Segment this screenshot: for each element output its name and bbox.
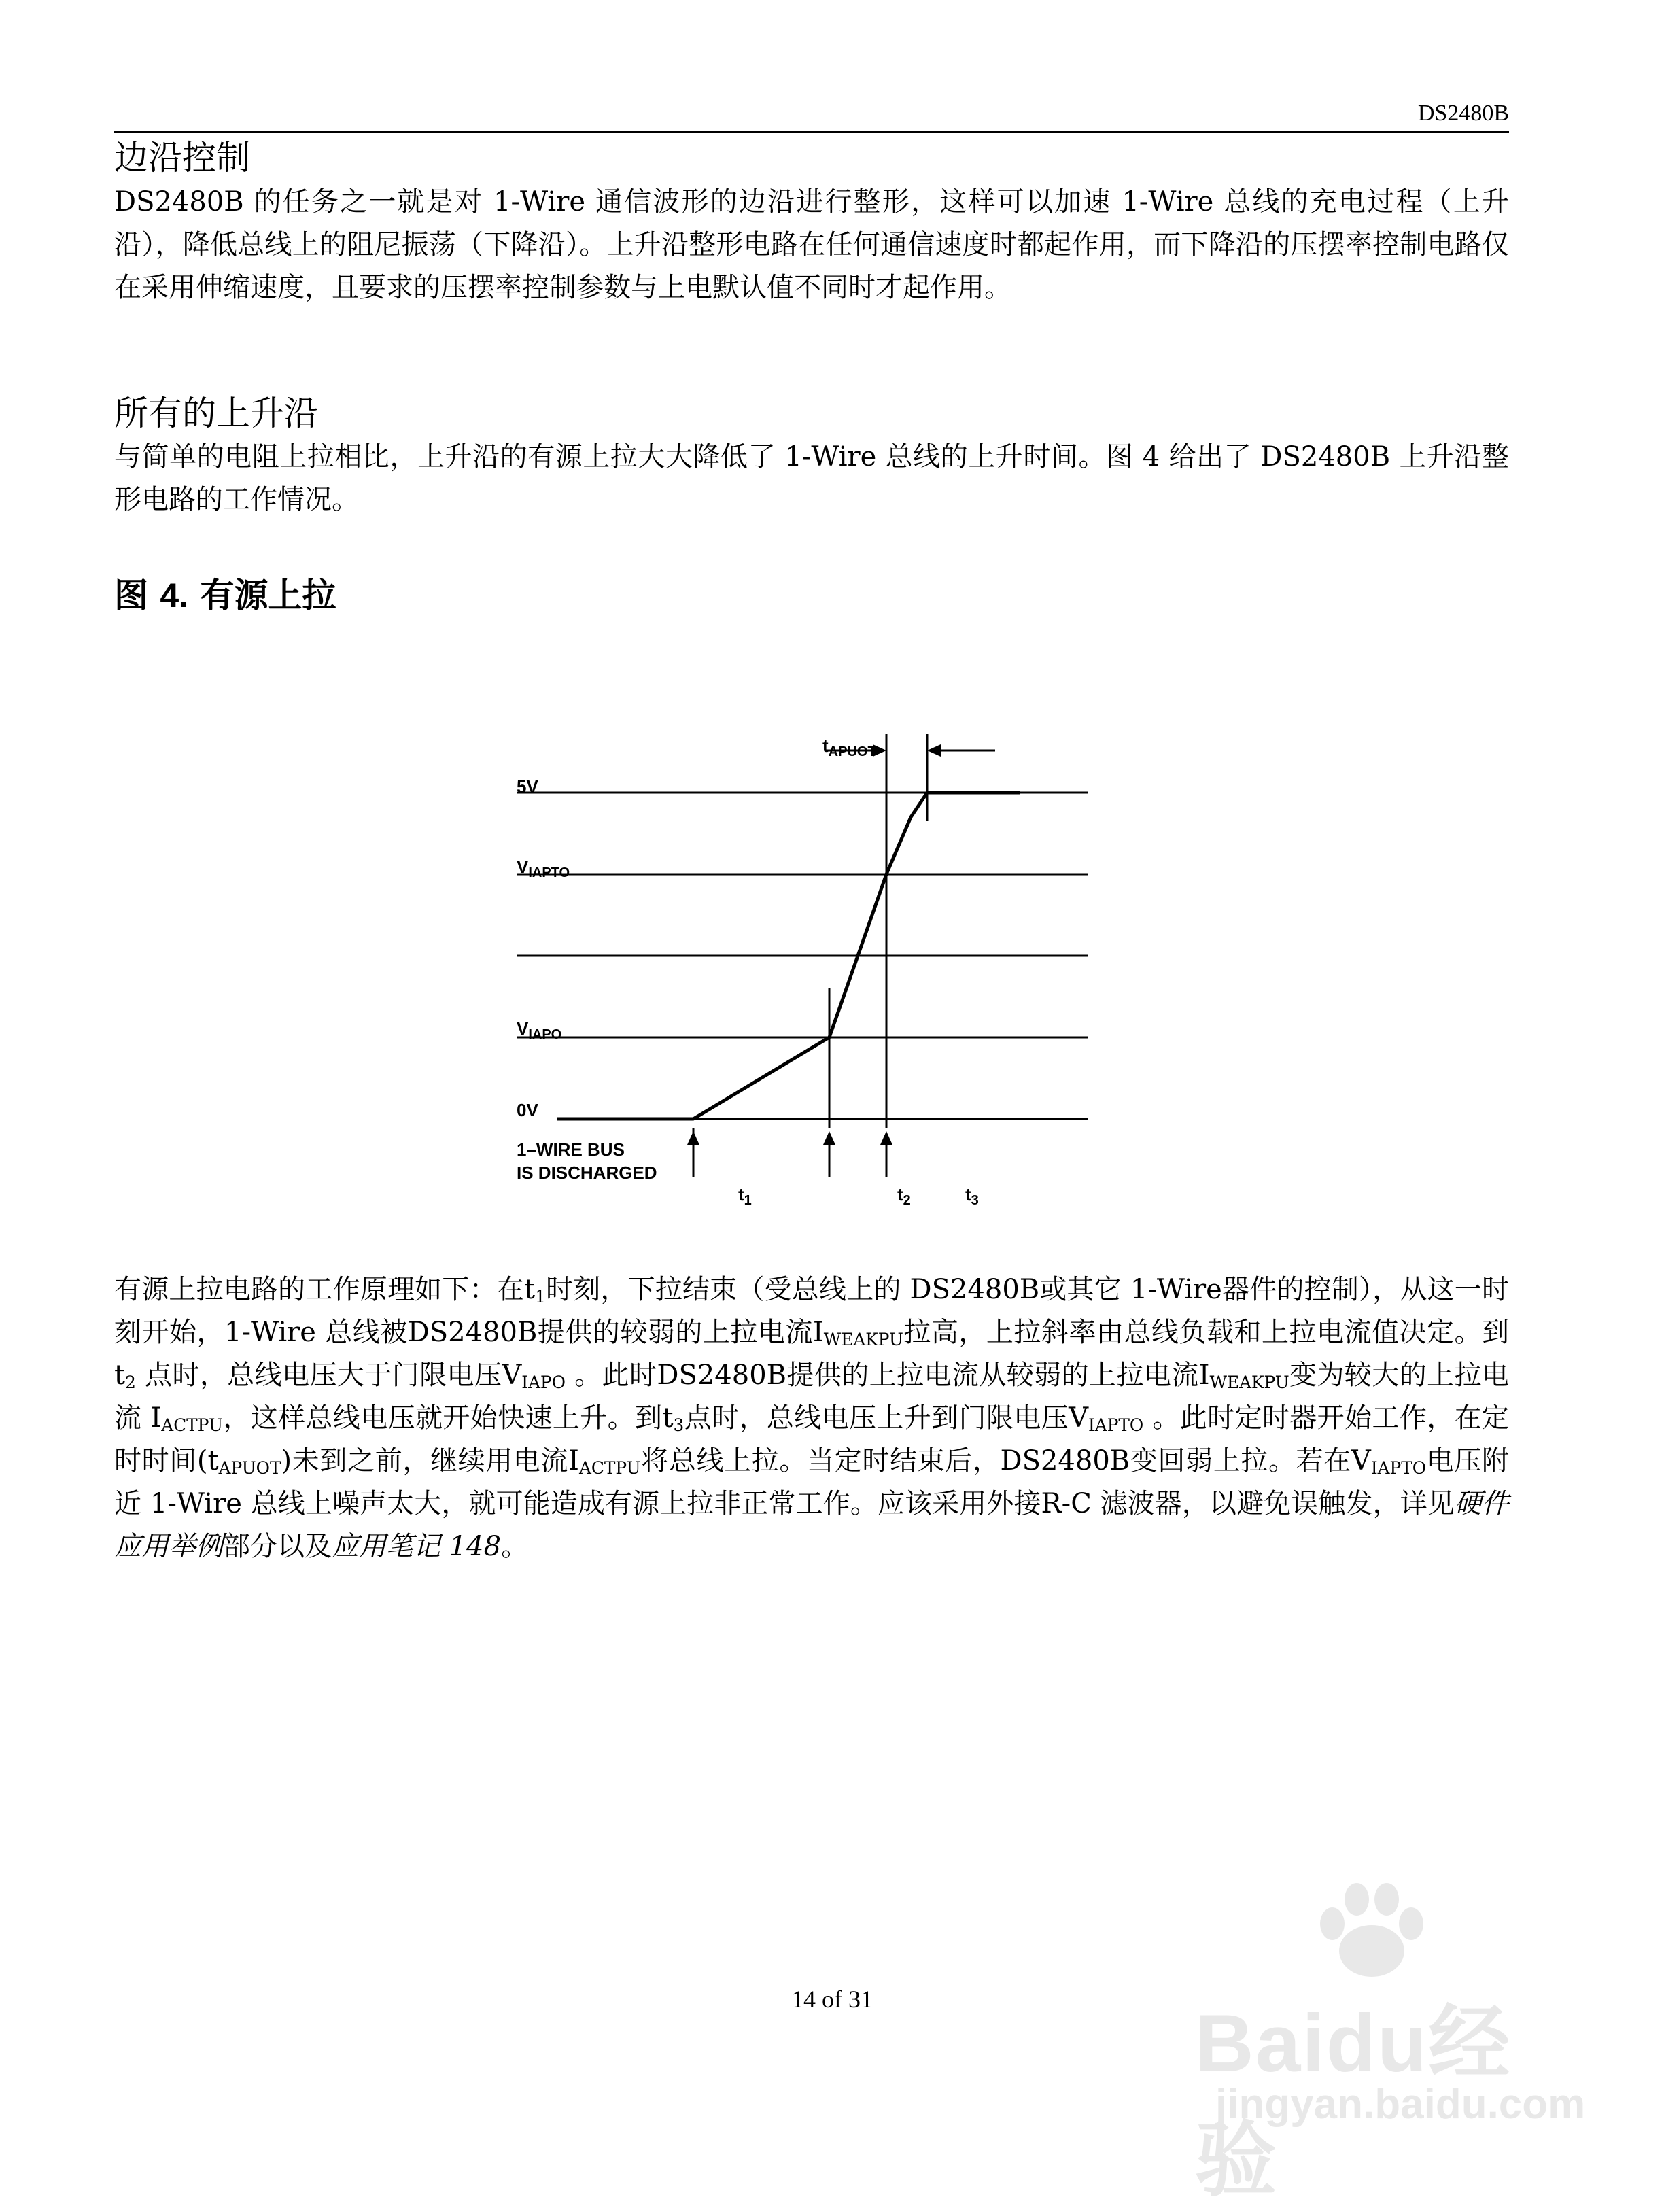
reference-app-note-148: 应用笔记 148 xyxy=(332,1531,502,1562)
text-run: 拉高，上拉斜率由总线负载和上拉电流值决定。到t xyxy=(114,1317,1510,1391)
event-arrow-head-0 xyxy=(687,1131,699,1145)
text-run: 点时，总线电压大于门限电压V xyxy=(135,1360,522,1391)
text-run: 部分以及 xyxy=(223,1531,332,1562)
label-tapuot xyxy=(822,736,876,759)
label-t1-sub: 1 xyxy=(744,1193,752,1208)
label-0v: 0V xyxy=(517,1100,538,1120)
watermark-url: jingyan.baidu.com xyxy=(1215,2081,1586,2128)
subscript: IAPTO xyxy=(1370,1458,1427,1479)
document-name: DS2480B xyxy=(1417,101,1509,126)
page-number: 14 of 31 xyxy=(791,1986,873,2013)
section-heading-edge-control: 边沿控制 xyxy=(114,138,250,177)
subscript: APUOT xyxy=(218,1458,281,1479)
header-rule xyxy=(114,131,1509,133)
label-viapo-sub: IAPO xyxy=(528,1027,562,1042)
paragraph-edge-control: DS2480B 的任务之一就是对 1-Wire 通信波形的边沿进行整形，这样可以加速 1-Wire 总线的充电过程（上升沿），降低总线上的阻尼振荡（下降沿）。上升沿整形电路在任何通信速度时都起作用，而下降沿的压摆率控制电路仅在采用伸缩速度，且要求的压摆率控制参数与上电默认值不同时才起作用。 xyxy=(114,186,1509,303)
label-t1-main: t xyxy=(738,1184,744,1205)
label-viapo-main: V xyxy=(517,1018,529,1039)
reference-hardware-examples: 硬件应用举例 xyxy=(114,1488,1510,1562)
label-t1 xyxy=(738,1184,752,1208)
label-viapto-main: V xyxy=(517,857,529,877)
figure-number: 4. xyxy=(160,576,189,615)
subscript: 3 xyxy=(673,1415,684,1436)
tapuot-arrow-right-head xyxy=(927,744,941,757)
label-5v: 5V xyxy=(517,776,538,797)
event-arrow-head-1 xyxy=(823,1131,835,1145)
label-viapto-sub: IAPTO xyxy=(528,865,570,880)
text-run: 有源上拉电路的工作原理如下：在t xyxy=(114,1274,536,1305)
subscript: WEAKPU xyxy=(823,1330,903,1350)
text-run: 电压附近 1-Wire 总线上噪声太大，就可能造成有源上拉非正常工作。应该采用外接R-C 滤波器，以避免误触发，详见 xyxy=(114,1445,1509,1519)
voltage-level-lines xyxy=(517,793,1088,1119)
label-tapuot-main: t xyxy=(822,736,829,756)
label-viapto xyxy=(517,857,570,880)
section-heading-rising-edge: 所有的上升沿 xyxy=(114,394,318,433)
subscript: 2 xyxy=(125,1372,136,1393)
baidu-watermark xyxy=(1175,1876,1586,2206)
figure-title-prefix: 图 xyxy=(114,576,160,615)
label-t3 xyxy=(965,1184,979,1208)
event-arrow-head-2 xyxy=(880,1131,892,1145)
text-run: )未到之前，继续用电流I xyxy=(281,1445,579,1476)
subscript: 1 xyxy=(535,1287,546,1307)
subscript: IAPTO xyxy=(1088,1415,1144,1436)
label-t2-sub: 2 xyxy=(903,1193,911,1208)
paragraph-rising-edge: 与简单的电阻上拉相比，上升沿的有源上拉大大降低了 1-Wire 总线的上升时间。图 4 给出了 DS2480B 上升沿整形电路的工作情况。 xyxy=(114,441,1509,515)
text-run: 。此时定时器开始工作，在定时时间(t xyxy=(114,1402,1510,1476)
text-run: 时刻，下拉结束（受总线上的 DS2480B或其它 1-Wire器件的控制），从这一时刻开始，1-Wire 总线被DS2480B提供的较弱的上拉电流I xyxy=(114,1274,1509,1348)
figure-title-text: 有源上拉 xyxy=(188,576,336,615)
subscript: ACTPU xyxy=(578,1458,641,1479)
text-run: ，这样总线电压就开始快速上升。到t xyxy=(222,1402,674,1434)
watermark-brand: Baidu经验 xyxy=(1195,1998,1512,2206)
label-t3-sub: 3 xyxy=(971,1193,979,1208)
label-bus-discharged-line1: 1–WIRE BUS xyxy=(517,1139,625,1160)
subscript: IAPO xyxy=(521,1372,566,1393)
label-tapuot-sub: APUOT xyxy=(828,744,876,759)
label-viapo xyxy=(517,1018,561,1042)
label-t2 xyxy=(897,1184,911,1208)
label-t2-main: t xyxy=(897,1184,903,1205)
text-run: 点时，总线电压上升到门限电压V xyxy=(684,1402,1088,1434)
label-bus-discharged-line2: IS DISCHARGED xyxy=(517,1162,657,1183)
figure-title xyxy=(114,568,336,617)
active-pullup-diagram xyxy=(503,721,1115,1237)
subscript: ACTPU xyxy=(161,1415,223,1436)
text-run: 变为较大的上拉电流 I xyxy=(114,1360,1509,1434)
paw-logo-icon xyxy=(1304,1876,1440,1985)
text-run: 将总线上拉。当定时结束后，DS2480B变回弱上拉。若在V xyxy=(640,1445,1371,1476)
text-run: 。此时DS2480B提供的上拉电流从较弱的上拉电流I xyxy=(566,1360,1210,1391)
text-run: 。 xyxy=(501,1531,529,1562)
label-t3-main: t xyxy=(965,1184,971,1205)
subscript: WEAKPU xyxy=(1209,1372,1289,1393)
paragraph-active-pullup-principle xyxy=(114,1268,1509,1568)
